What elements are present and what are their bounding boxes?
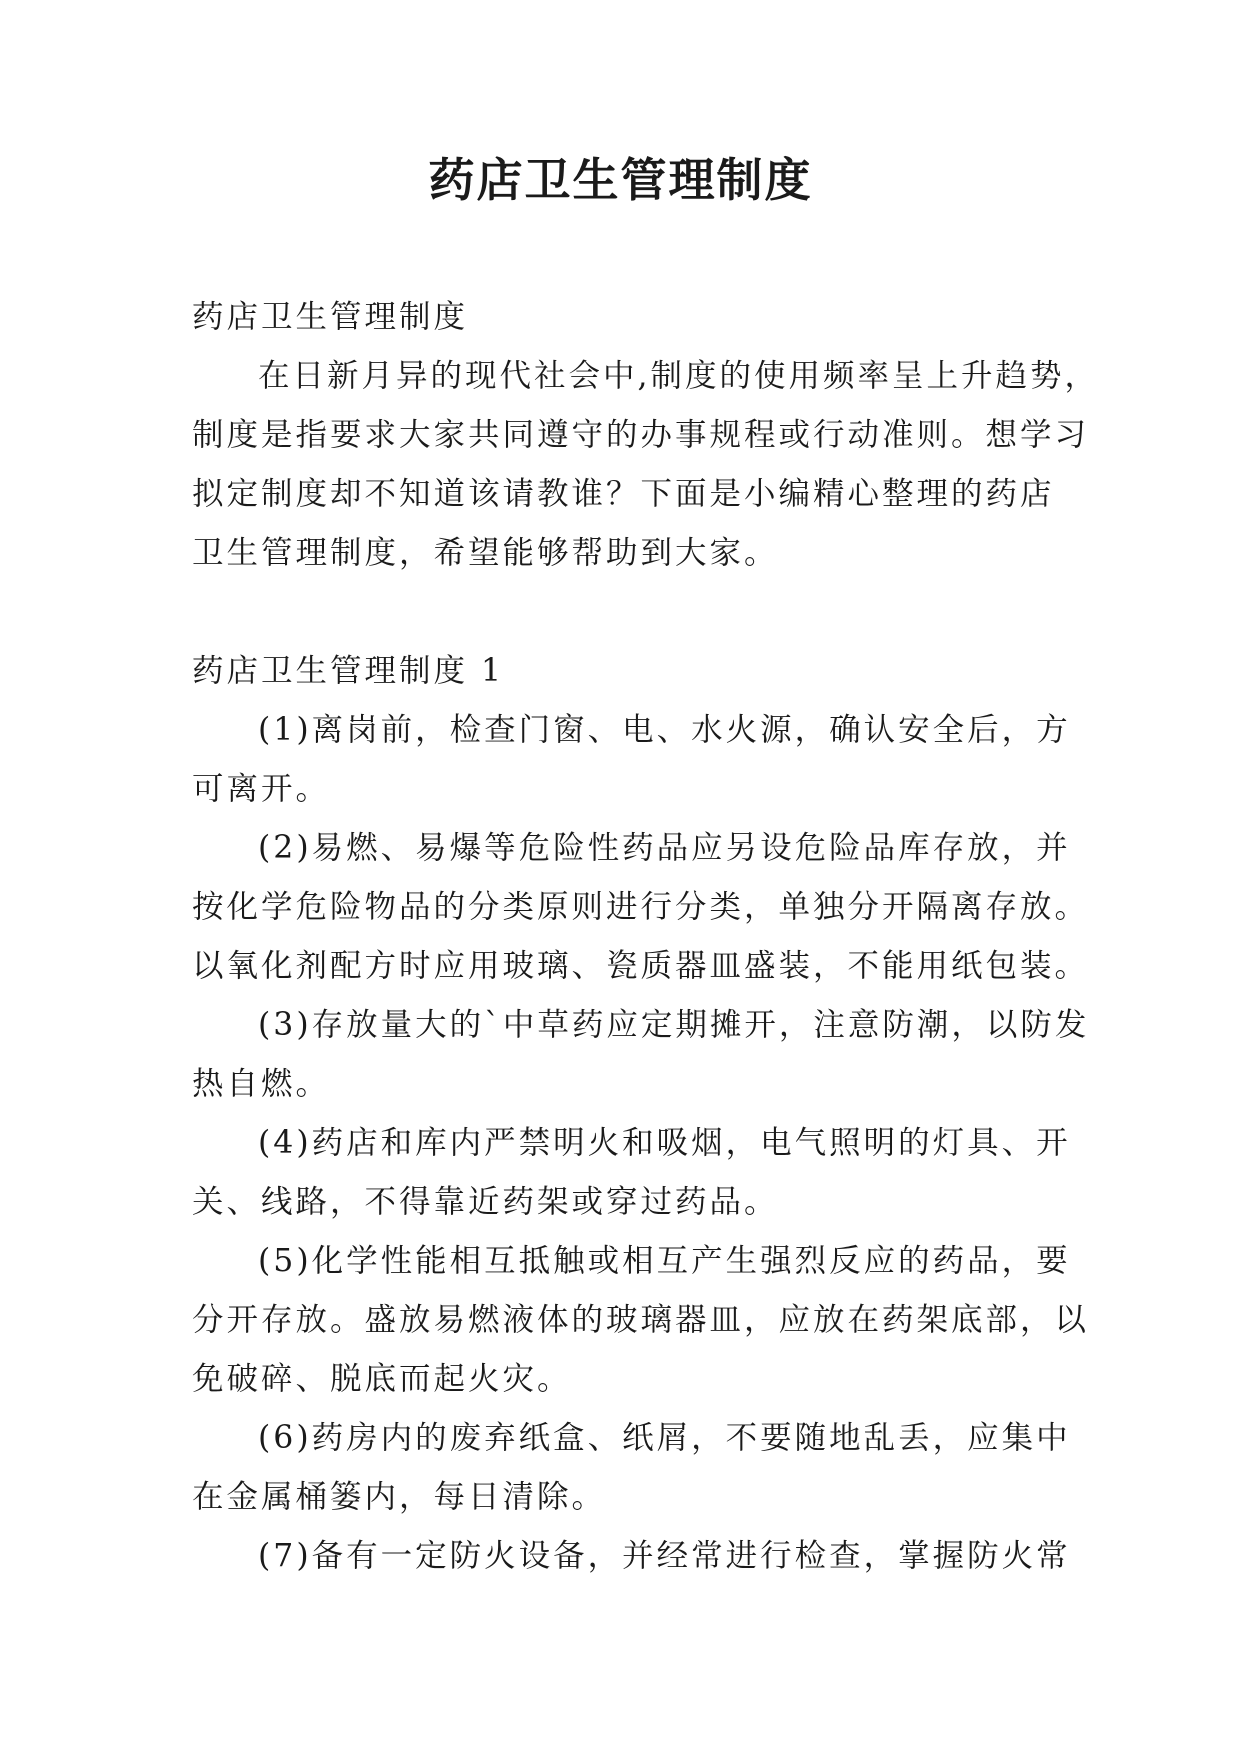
subtitle: 药店卫生管理制度 — [192, 299, 469, 335]
rule-item-4 — [192, 1114, 1072, 1232]
rule-line: (7)备有一定防火设备，并经常进行检查，掌握防火常 — [258, 1538, 1071, 1574]
rule-line: 关、线路，不得靠近药架或穿过药品。 — [192, 1184, 779, 1220]
intro-line: 在日新月异的现代社会中,制度的使用频率呈上升趋势， — [258, 358, 1100, 394]
document-title: 药店卫生管理制度 — [428, 153, 813, 207]
rule-line: 热自燃。 — [192, 1066, 331, 1102]
rule-line: (6)药房内的废弃纸盒、纸屑，不要随地乱丢，应集中 — [258, 1420, 1071, 1456]
rule-line: 可离开。 — [192, 771, 331, 807]
rule-line: 免破碎、脱底而起火灾。 — [192, 1361, 572, 1397]
rule-line: 在金属桶篓内，每日清除。 — [192, 1479, 607, 1515]
rule-line: 按化学危险物品的分类原则进行分类，单独分开隔离存放。 — [192, 889, 1090, 925]
intro-line: 卫生管理制度，希望能够帮助到大家。 — [192, 535, 779, 571]
rule-item-6 — [192, 1409, 1072, 1527]
intro-paragraph — [192, 347, 1100, 583]
document-body — [192, 288, 1100, 1586]
rule-item-3 — [192, 996, 1090, 1114]
rule-line: (2)易燃、易爆等危险性药品应另设危险品库存放，并 — [258, 830, 1071, 866]
rule-item-1 — [192, 701, 1072, 819]
paragraph-gap — [192, 583, 1072, 642]
rule-line: 以氧化剂配方时应用玻璃、瓷质器皿盛装，不能用纸包装。 — [192, 948, 1090, 984]
rule-line: (4)药店和库内严禁明火和吸烟，电气照明的灯具、开 — [258, 1125, 1071, 1161]
rule-line: 分开存放。盛放易燃液体的玻璃器皿，应放在药架底部，以 — [192, 1302, 1090, 1338]
intro-line: 制度是指要求大家共同遵守的办事规程或行动准则。想学习 — [192, 417, 1090, 453]
rule-item-2 — [192, 819, 1090, 996]
rule-line: (3)存放量大的`中草药应定期摊开，注意防潮，以防发 — [258, 1007, 1090, 1043]
rule-item-5 — [192, 1232, 1090, 1409]
rule-line: (1)离岗前，检查门窗、电、水火源，确认安全后，方 — [258, 712, 1071, 748]
rule-item-7 — [192, 1527, 1072, 1586]
section-heading: 药店卫生管理制度 1 — [192, 653, 505, 689]
rule-line: (5)化学性能相互抵触或相互产生强烈反应的药品，要 — [258, 1243, 1071, 1279]
intro-line: 拟定制度却不知道该请教谁？下面是小编精心整理的药店 — [192, 476, 1055, 512]
